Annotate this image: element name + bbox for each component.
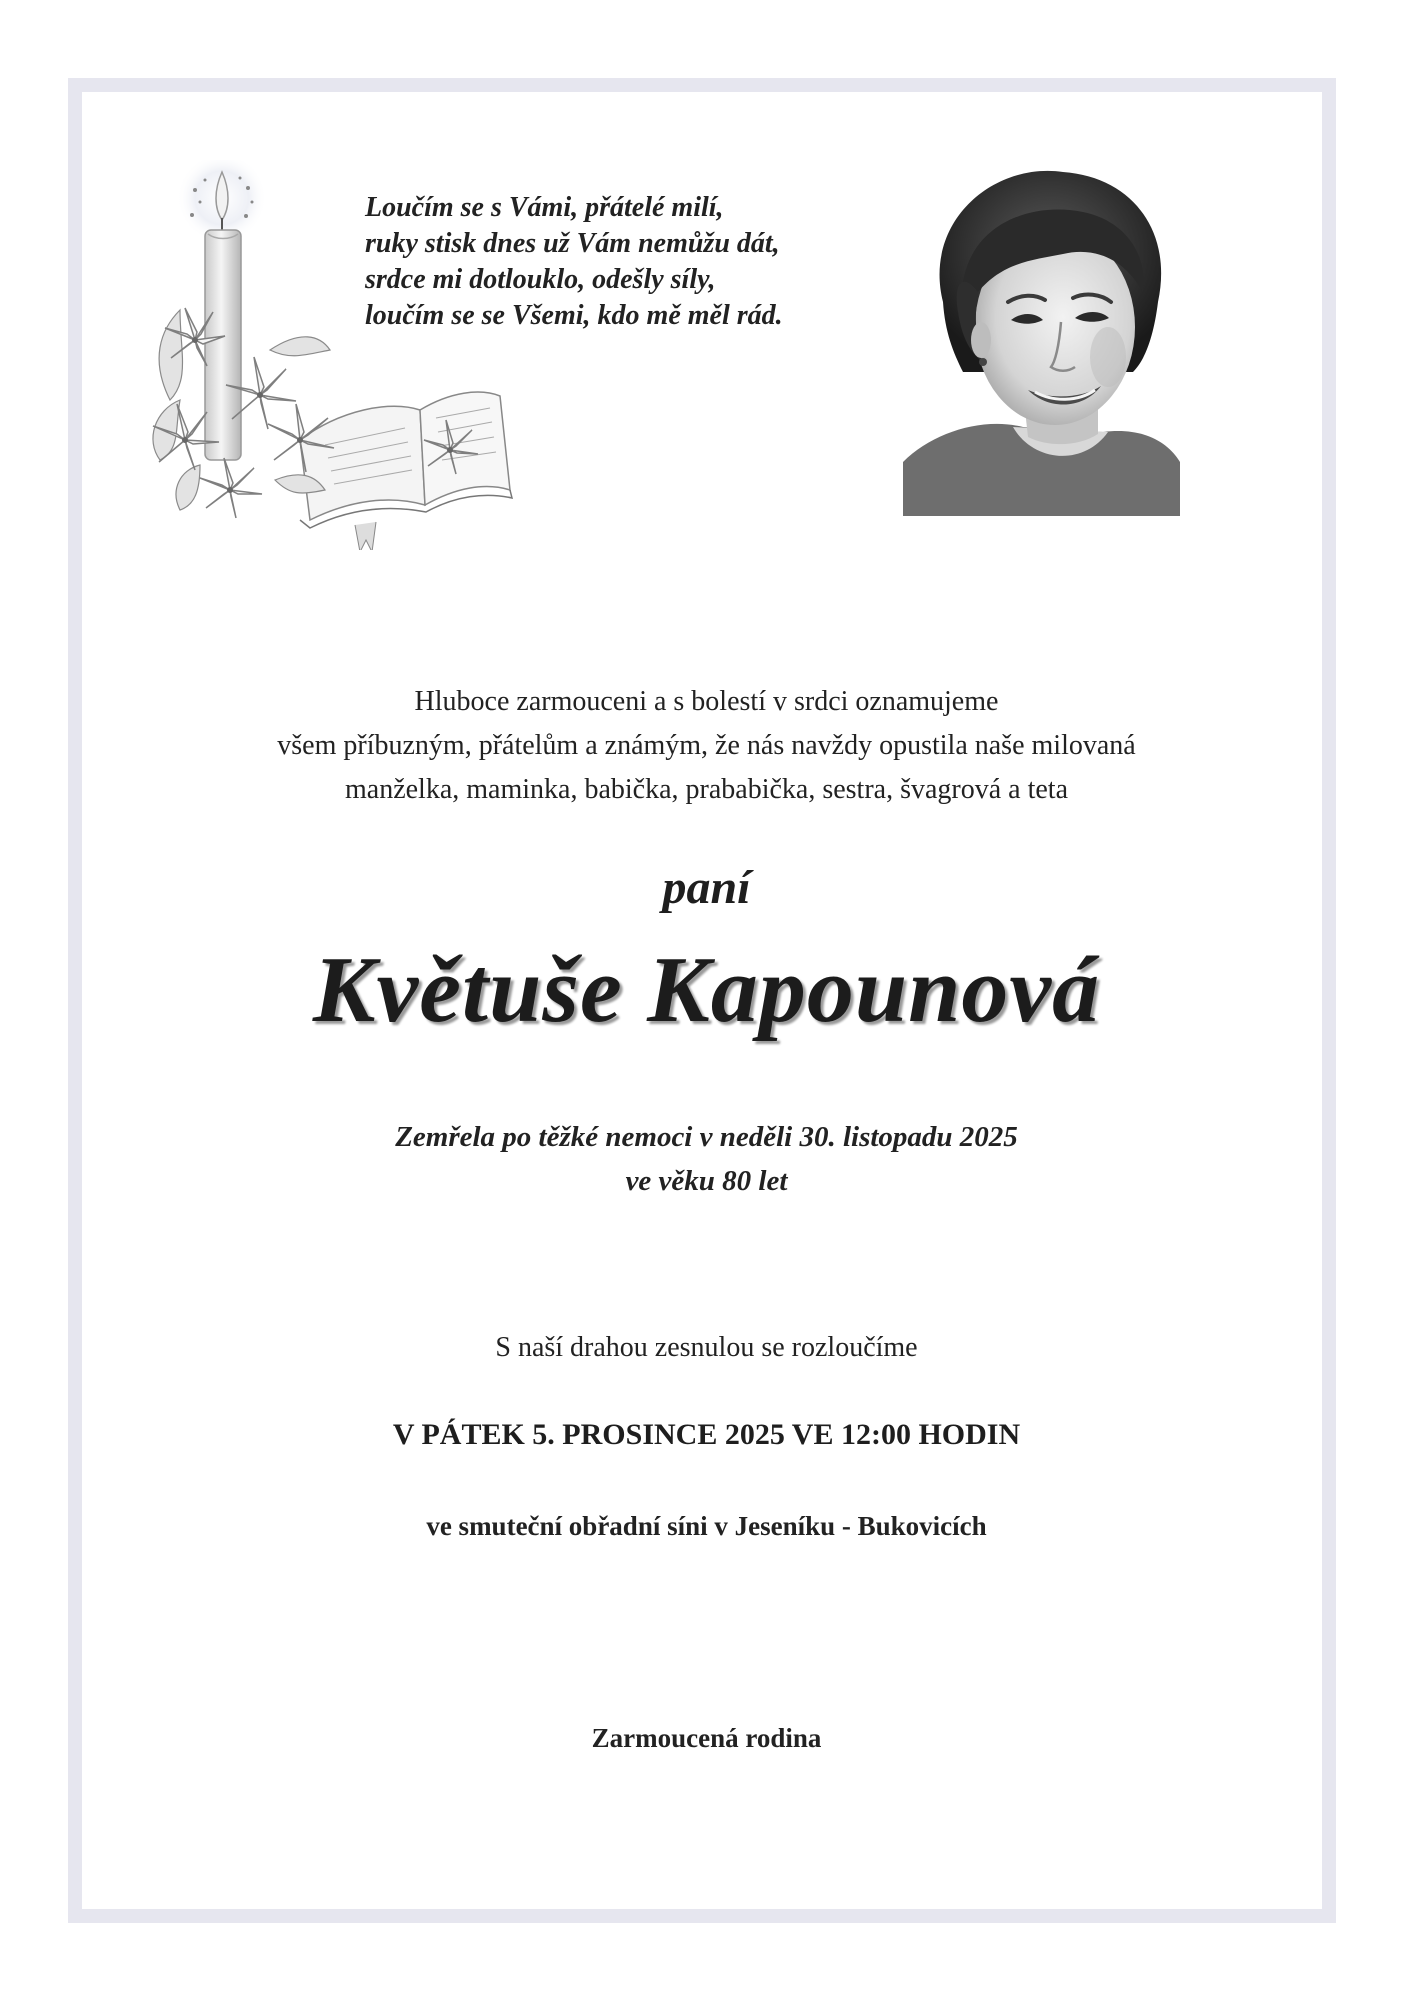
portrait-photo [903, 162, 1180, 516]
farewell-text: S naší drahou zesnulou se rozloučíme [495, 1332, 918, 1363]
funeral-place: ve smuteční obřadní síni v Jeseníku - Bukovicích [426, 1511, 987, 1541]
poem-line: srdce mi dotlouklo, odešly síly, [365, 264, 716, 295]
poem-line: loučím se se Všemi, kdo mě měl rád. [365, 300, 783, 331]
funeral-datetime: V PÁTEK 5. PROSINCE 2025 VE 12:00 HODIN [392, 1418, 1021, 1451]
poem-line: ruky stisk dnes už Vám nemůžu dát, [365, 228, 780, 259]
announcement-line: manželka, maminka, babička, prababička, sestra, švagrová a teta [344, 774, 1068, 805]
poem-line: Loučím se s Vámi, přátelé milí, [365, 192, 724, 223]
death-info [120, 1115, 1293, 1203]
deceased-name: Květuše Kapounová [312, 938, 1101, 1042]
deceased-title: paní [662, 861, 751, 914]
poem [365, 190, 885, 334]
announcement-line: všem příbuzným, přátelům a známým, že nás navždy opustila naše milovaná [277, 730, 1136, 761]
death-info-line: ve věku 80 let [625, 1165, 788, 1197]
announcement [120, 680, 1293, 812]
announcement-line: Hluboce zarmouceni a s bolestí v srdci oznamujeme [414, 686, 999, 717]
death-info-line: Zemřela po těžké nemoci v neděli 30. listopadu 2025 [395, 1121, 1018, 1153]
signature: Zarmoucená rodina [591, 1723, 822, 1753]
